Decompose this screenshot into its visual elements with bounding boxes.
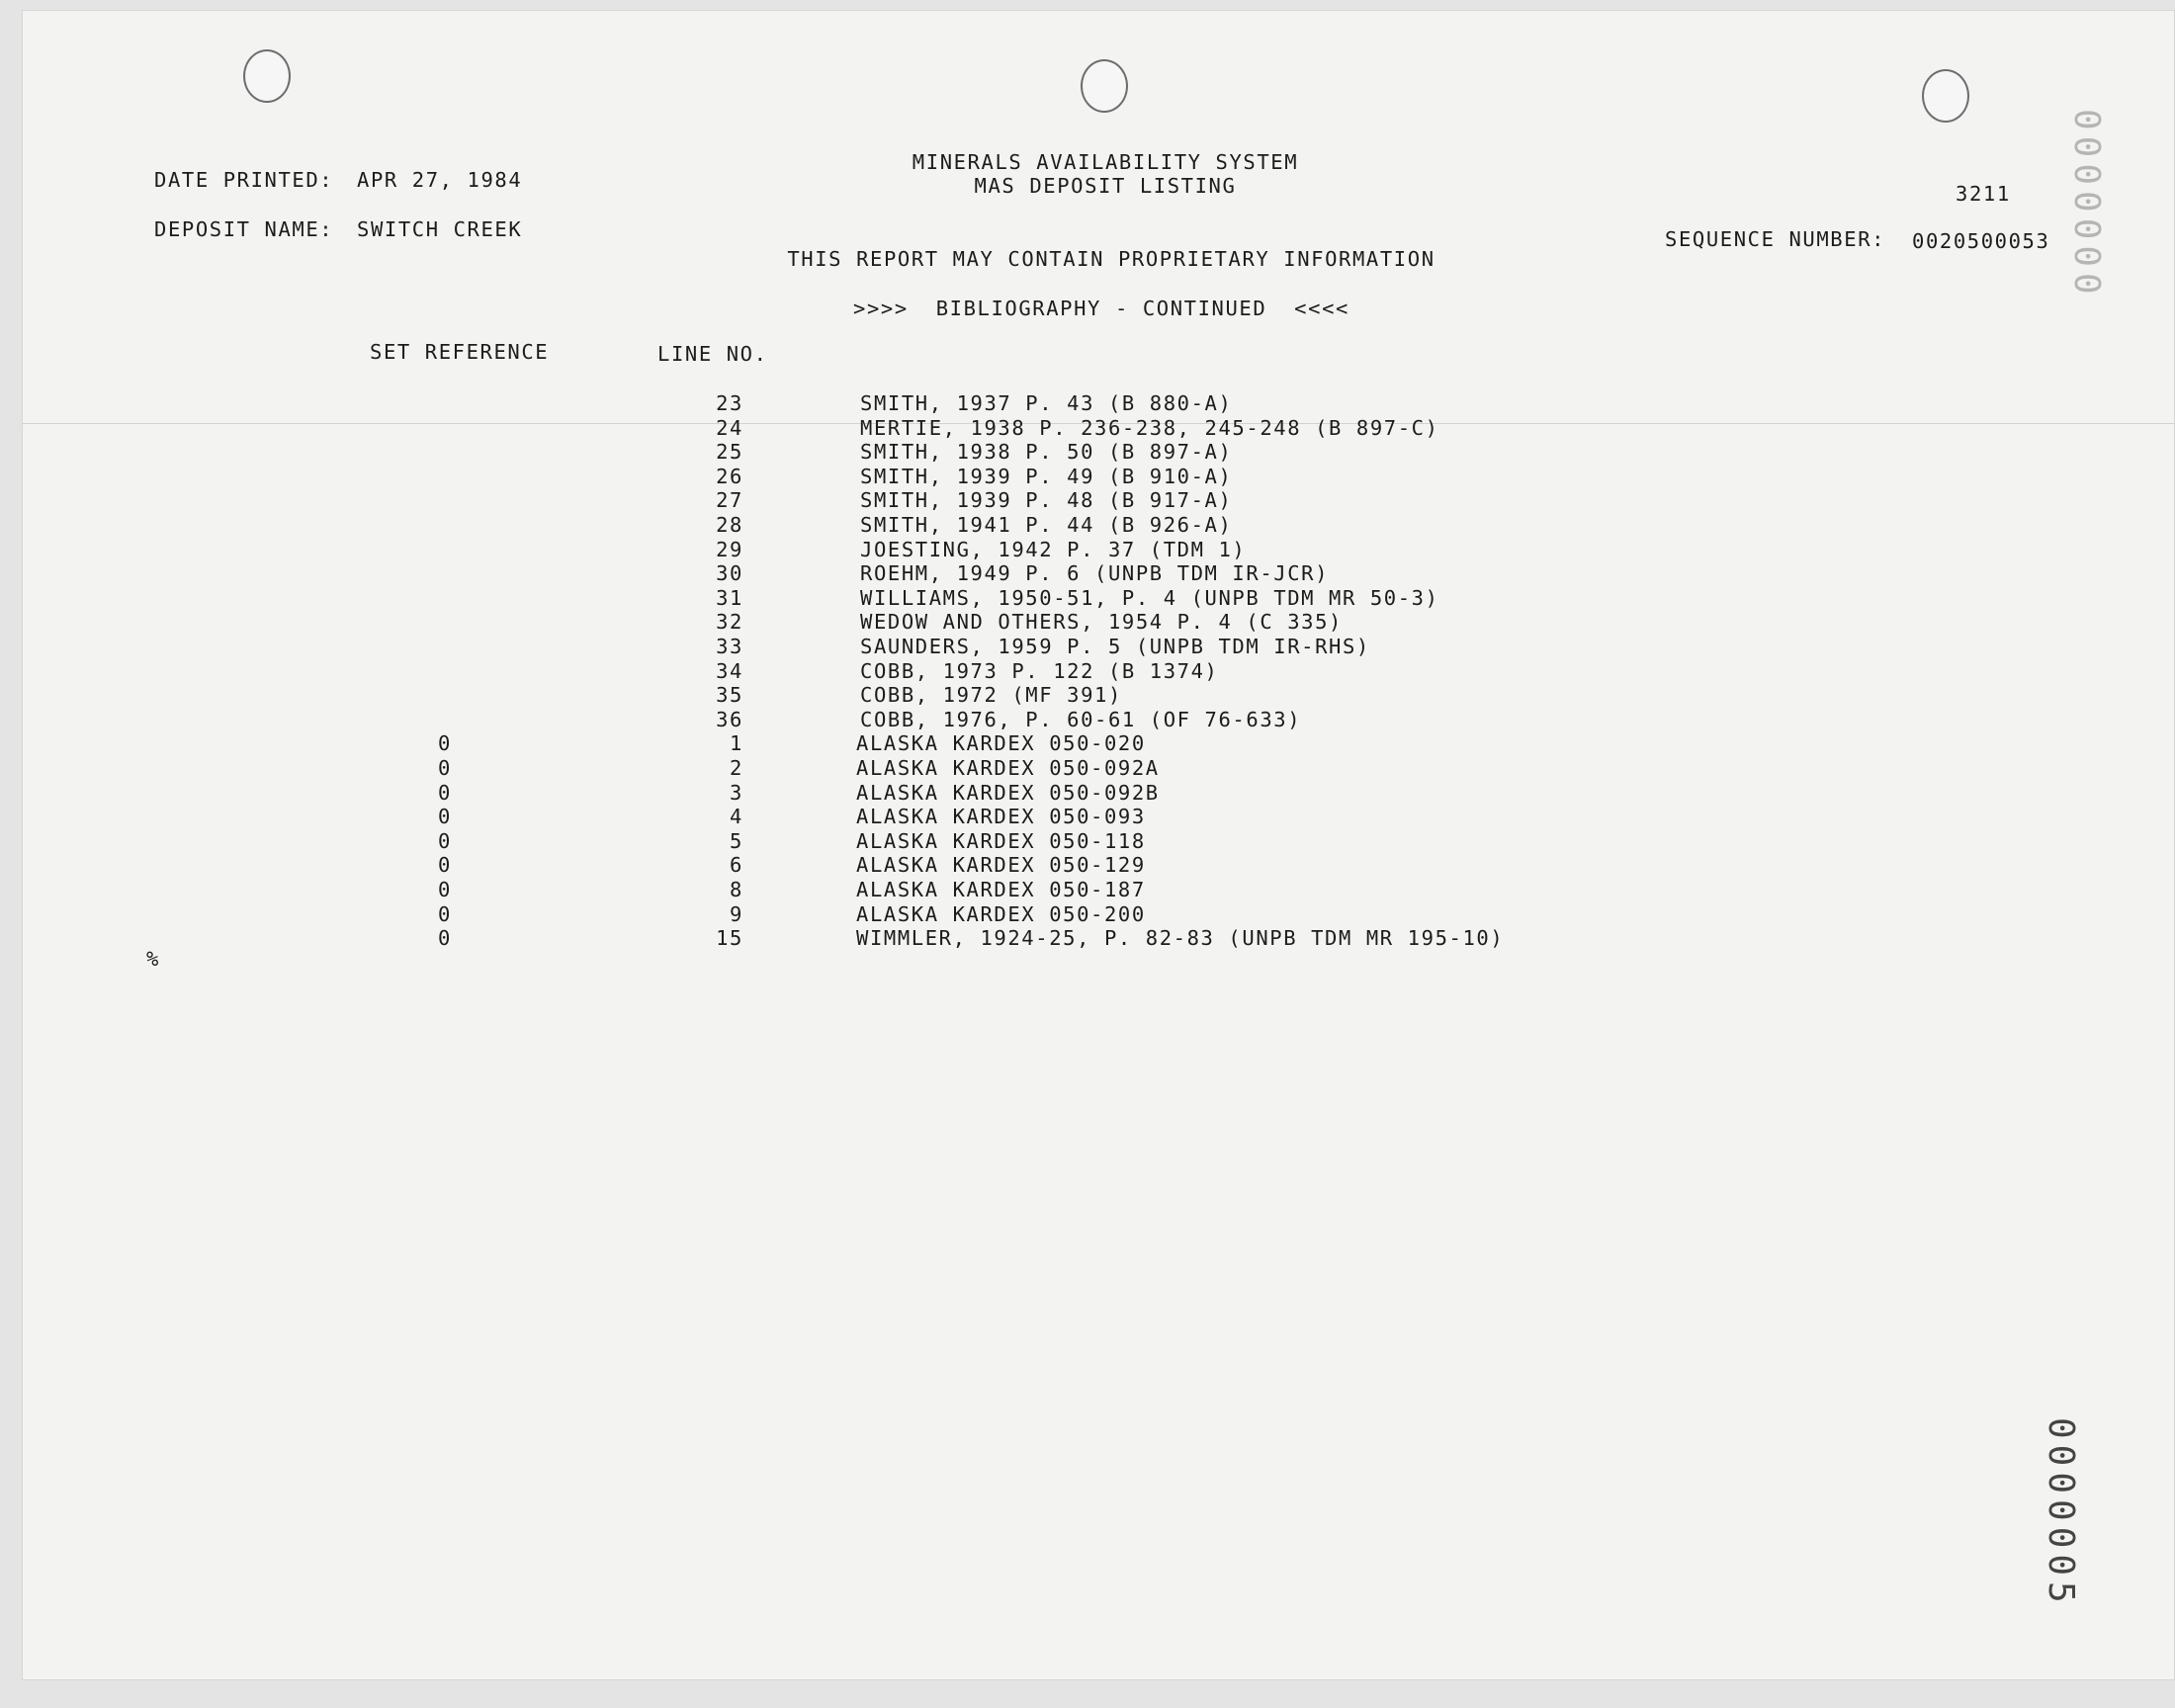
deposit-name-label: DEPOSIT NAME: <box>154 217 334 241</box>
line-number-cell: 26 <box>716 464 743 488</box>
set-reference-cell: 0 <box>438 828 452 853</box>
reference-cell: SMITH, 1941 P. 44 (B 926-A) <box>860 513 1233 537</box>
reference-cell: COBB, 1973 P. 122 (B 1374) <box>860 658 1219 683</box>
system-title: MINERALS AVAILABILITY SYSTEM <box>912 150 1299 174</box>
reference-cell: JOESTING, 1942 P. 37 (TDM 1) <box>860 537 1247 561</box>
line-number-cell: 30 <box>716 561 743 586</box>
reference-cell: ALASKA KARDEX 050-020 <box>856 731 1146 756</box>
page-code: 3211 <box>1956 182 2011 206</box>
reference-cell: ALASKA KARDEX 050-200 <box>856 901 1146 926</box>
line-number-cell: 6 <box>730 853 743 878</box>
sequence-number-label: SEQUENCE NUMBER: <box>1665 227 1886 251</box>
line-number-cell: 3 <box>730 780 743 805</box>
frame-code-bottom: 0000005 <box>2041 1417 2081 1609</box>
reference-cell: ALASKA KARDEX 050-093 <box>856 805 1146 829</box>
reference-cell: SMITH, 1939 P. 49 (B 910-A) <box>860 464 1233 488</box>
line-number-cell: 32 <box>716 610 743 635</box>
line-number-cell: 35 <box>716 683 743 708</box>
line-number-cell: 25 <box>716 440 743 465</box>
date-printed-label: DATE PRINTED: <box>154 168 334 192</box>
deposit-name-value: SWITCH CREEK <box>357 217 523 241</box>
set-reference-cell: 0 <box>438 731 452 756</box>
reference-cell: ALASKA KARDEX 050-092A <box>856 756 1160 780</box>
reference-cell: SMITH, 1939 P. 48 (B 917-A) <box>860 488 1233 513</box>
line-number-cell: 28 <box>716 513 743 537</box>
line-number-cell: 4 <box>730 805 743 829</box>
frame-code-top-faint: 0000000 <box>2066 109 2107 300</box>
line-number-cell: 23 <box>716 391 743 415</box>
reference-cell: WILLIAMS, 1950-51, P. 4 (UNPB TDM MR 50-3) <box>860 585 1439 610</box>
reference-cell: SMITH, 1937 P. 43 (B 880-A) <box>860 391 1233 415</box>
set-reference-cell: 0 <box>438 926 452 951</box>
punch-hole-right <box>1922 69 1969 123</box>
line-number-cell: 8 <box>730 878 743 901</box>
reference-cell: COBB, 1972 (MF 391) <box>860 683 1122 708</box>
footer-mark: % <box>146 947 160 971</box>
sequence-number-value: 0020500053 <box>1912 229 2050 253</box>
line-number-cell: 9 <box>730 901 743 926</box>
line-number-cell: 5 <box>730 828 743 853</box>
reference-cell: COBB, 1976, P. 60-61 (OF 76-633) <box>860 707 1302 731</box>
reference-cell: SMITH, 1938 P. 50 (B 897-A) <box>860 440 1233 465</box>
line-number-cell: 36 <box>716 707 743 731</box>
reference-cell: MERTIE, 1938 P. 236-238, 245-248 (B 897-C) <box>860 415 1439 440</box>
proprietary-notice: THIS REPORT MAY CONTAIN PROPRIETARY INFORMATION <box>787 247 1436 271</box>
punch-hole-center <box>1081 59 1128 113</box>
line-number-cell: 33 <box>716 635 743 658</box>
set-reference-cell: 0 <box>438 853 452 878</box>
reference-cell: SAUNDERS, 1959 P. 5 (UNPB TDM IR-RHS) <box>860 635 1370 658</box>
reference-cell: ALASKA KARDEX 050-092B <box>856 780 1160 805</box>
line-number-cell: 2 <box>730 756 743 780</box>
line-number-cell: 31 <box>716 585 743 610</box>
reference-cell: WIMMLER, 1924-25, P. 82-83 (UNPB TDM MR 195-10) <box>856 926 1505 951</box>
column-header-line-no: LINE NO. <box>657 342 768 366</box>
set-reference-cell: 0 <box>438 756 452 780</box>
reference-cell: WEDOW AND OTHERS, 1954 P. 4 (C 335) <box>860 610 1343 635</box>
set-reference-cell: 0 <box>438 901 452 926</box>
column-header-set-reference: SET REFERENCE <box>370 340 550 364</box>
section-heading: >>>> BIBLIOGRAPHY - CONTINUED <<<< <box>853 297 1349 320</box>
line-number-cell: 29 <box>716 537 743 561</box>
reference-cell: ALASKA KARDEX 050-129 <box>856 853 1146 878</box>
line-number-cell: 24 <box>716 415 743 440</box>
reference-cell: ALASKA KARDEX 050-187 <box>856 878 1146 901</box>
line-number-cell: 1 <box>730 731 743 756</box>
date-printed-value: APR 27, 1984 <box>357 168 523 192</box>
listing-title: MAS DEPOSIT LISTING <box>974 174 1237 198</box>
reference-cell: ROEHM, 1949 P. 6 (UNPB TDM IR-JCR) <box>860 561 1330 586</box>
set-reference-cell: 0 <box>438 805 452 829</box>
punch-hole-left <box>243 49 291 103</box>
set-reference-cell: 0 <box>438 780 452 805</box>
line-number-cell: 15 <box>716 926 743 951</box>
line-number-cell: 34 <box>716 658 743 683</box>
line-number-cell: 27 <box>716 488 743 513</box>
set-reference-cell: 0 <box>438 878 452 901</box>
reference-cell: ALASKA KARDEX 050-118 <box>856 828 1146 853</box>
